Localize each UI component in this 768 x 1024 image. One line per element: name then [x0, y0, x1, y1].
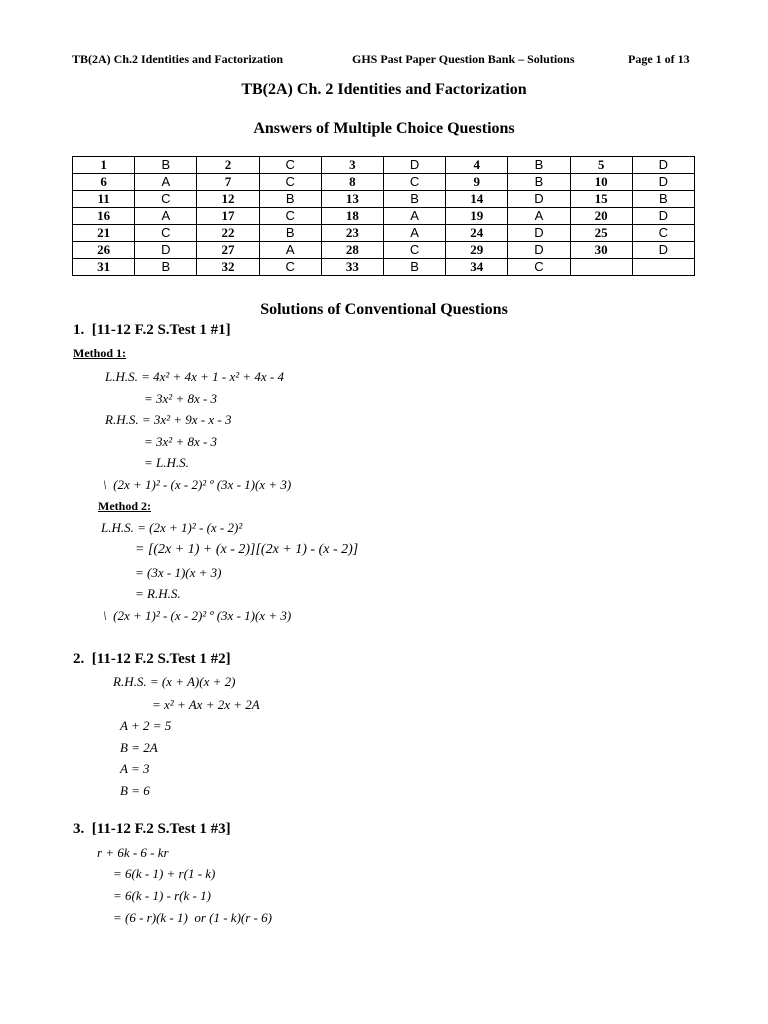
question-number-cell: 34: [446, 259, 508, 276]
question-number-cell: 2: [197, 157, 259, 174]
answer-letter-cell: D: [508, 225, 570, 242]
answer-row: [73, 191, 695, 208]
q1-m1-conclusion: \ (2x + 1)² - (x - 2)² º (3x - 1)(x + 3): [103, 477, 292, 492]
q2-line: A + 2 = 5: [120, 718, 172, 733]
answer-row: [73, 208, 695, 225]
answer-letter-cell: C: [259, 174, 321, 191]
answer-letter-cell: D: [383, 157, 445, 174]
question-number-cell: 15: [570, 191, 632, 208]
header-center: GHS Past Paper Question Bank – Solutions: [352, 52, 575, 66]
answer-letter-cell: D: [632, 174, 694, 191]
answer-letter-cell: B: [383, 191, 445, 208]
question-number-cell: 14: [446, 191, 508, 208]
question-number-cell: 16: [73, 208, 135, 225]
answer-row: [73, 174, 695, 191]
q2-line: B = 6: [120, 783, 150, 798]
question-number-cell: [570, 259, 632, 276]
question-number-cell: 11: [73, 191, 135, 208]
header-left: TB(2A) Ch.2 Identities and Factorization: [72, 52, 283, 66]
answer-letter-cell: C: [259, 259, 321, 276]
question-number-cell: 29: [446, 242, 508, 259]
question-number-cell: 18: [321, 208, 383, 225]
question-number-cell: 9: [446, 174, 508, 191]
q1-m2-line: = (3x - 1)(x + 3): [135, 565, 222, 580]
question-number-cell: 7: [197, 174, 259, 191]
method-2-label: Method 2:: [98, 499, 151, 513]
answer-letter-cell: C: [508, 259, 570, 276]
method-1-label: Method 1:: [73, 346, 126, 360]
question-number-cell: 21: [73, 225, 135, 242]
answer-letter-cell: C: [383, 174, 445, 191]
question-number-cell: 24: [446, 225, 508, 242]
question-number-cell: 5: [570, 157, 632, 174]
answer-letter-cell: B: [508, 174, 570, 191]
question-number-cell: 1: [73, 157, 135, 174]
answer-row: [73, 225, 695, 242]
answer-letter-cell: C: [135, 225, 197, 242]
question-number-cell: 22: [197, 225, 259, 242]
mc-answer-table: [72, 156, 695, 276]
q1-m1-line: L.H.S. = 4x² + 4x + 1 - x² + 4x - 4: [105, 369, 284, 384]
answer-letter-cell: A: [508, 208, 570, 225]
q1-m1-line: R.H.S. = 3x² + 9x - x - 3: [105, 412, 232, 427]
question-number-cell: 26: [73, 242, 135, 259]
mc-section-title: Answers of Multiple Choice Questions: [253, 120, 515, 137]
answer-letter-cell: A: [259, 242, 321, 259]
q2-line: = x² + Ax + 2x + 2A: [152, 697, 260, 712]
answer-letter-cell: C: [383, 242, 445, 259]
question-number-cell: 25: [570, 225, 632, 242]
question-number-cell: 6: [73, 174, 135, 191]
question-number-cell: 32: [197, 259, 259, 276]
q1-m2-line: = [(2x + 1) + (x - 2)][(2x + 1) - (x - 2)]: [135, 542, 359, 557]
answer-letter-cell: A: [383, 225, 445, 242]
question-number-cell: 4: [446, 157, 508, 174]
answer-letter-cell: B: [508, 157, 570, 174]
answer-letter-cell: B: [135, 157, 197, 174]
answer-row: [73, 157, 695, 174]
answer-letter-cell: D: [632, 208, 694, 225]
header-page-number: Page 1 of 13: [628, 52, 690, 66]
question-number-cell: 12: [197, 191, 259, 208]
question-number-cell: 17: [197, 208, 259, 225]
answer-letter-cell: C: [632, 225, 694, 242]
answer-row: [73, 242, 695, 259]
q3-line: = 6(k - 1) + r(1 - k): [113, 866, 216, 881]
answer-letter-cell: D: [508, 242, 570, 259]
q1-m2-line: L.H.S. = (2x + 1)² - (x - 2)²: [101, 520, 243, 535]
q1-m2-conclusion: \ (2x + 1)² - (x - 2)² º (3x - 1)(x + 3): [103, 608, 292, 623]
page-title: TB(2A) Ch. 2 Identities and Factorization: [241, 81, 527, 98]
q2-line: A = 3: [120, 761, 150, 776]
q2-line: B = 2A: [120, 740, 158, 755]
question-number-cell: 33: [321, 259, 383, 276]
answer-letter-cell: C: [259, 157, 321, 174]
answer-letter-cell: C: [259, 208, 321, 225]
answer-letter-cell: B: [632, 191, 694, 208]
conventional-section-title: Solutions of Conventional Questions: [260, 301, 508, 318]
question-number-cell: 13: [321, 191, 383, 208]
answer-letter-cell: D: [508, 191, 570, 208]
question-2-heading: 2. [11-12 F.2 S.Test 1 #2]: [73, 651, 231, 667]
answer-letter-cell: A: [383, 208, 445, 225]
answer-letter-cell: B: [259, 191, 321, 208]
q3-line: r + 6k - 6 - kr: [97, 845, 169, 860]
q1-m1-line: = 3x² + 8x - 3: [144, 434, 218, 449]
q1-m1-line: = 3x² + 8x - 3: [144, 391, 218, 406]
answer-letter-cell: D: [135, 242, 197, 259]
question-number-cell: 30: [570, 242, 632, 259]
question-1-heading: 1. [11-12 F.2 S.Test 1 #1]: [73, 322, 231, 338]
question-3-heading: 3. [11-12 F.2 S.Test 1 #3]: [73, 821, 231, 837]
answer-letter-cell: B: [135, 259, 197, 276]
answer-letter-cell: D: [632, 157, 694, 174]
question-number-cell: 8: [321, 174, 383, 191]
question-number-cell: 10: [570, 174, 632, 191]
q3-line: = (6 - r)(k - 1) or (1 - k)(r - 6): [113, 910, 272, 925]
answer-letter-cell: C: [135, 191, 197, 208]
answer-letter-cell: A: [135, 208, 197, 225]
question-number-cell: 27: [197, 242, 259, 259]
question-number-cell: 23: [321, 225, 383, 242]
answer-row: [73, 259, 695, 276]
answer-letter-cell: B: [259, 225, 321, 242]
answer-letter-cell: A: [135, 174, 197, 191]
q3-line: = 6(k - 1) - r(k - 1): [113, 888, 211, 903]
question-number-cell: 28: [321, 242, 383, 259]
answer-letter-cell: B: [383, 259, 445, 276]
question-number-cell: 19: [446, 208, 508, 225]
question-number-cell: 3: [321, 157, 383, 174]
q1-m2-line: = R.H.S.: [135, 586, 181, 601]
q2-line: R.H.S. = (x + A)(x + 2): [113, 674, 236, 689]
q1-m1-line: = L.H.S.: [144, 455, 189, 470]
question-number-cell: 31: [73, 259, 135, 276]
answer-letter-cell: [632, 259, 694, 276]
answer-letter-cell: D: [632, 242, 694, 259]
question-number-cell: 20: [570, 208, 632, 225]
